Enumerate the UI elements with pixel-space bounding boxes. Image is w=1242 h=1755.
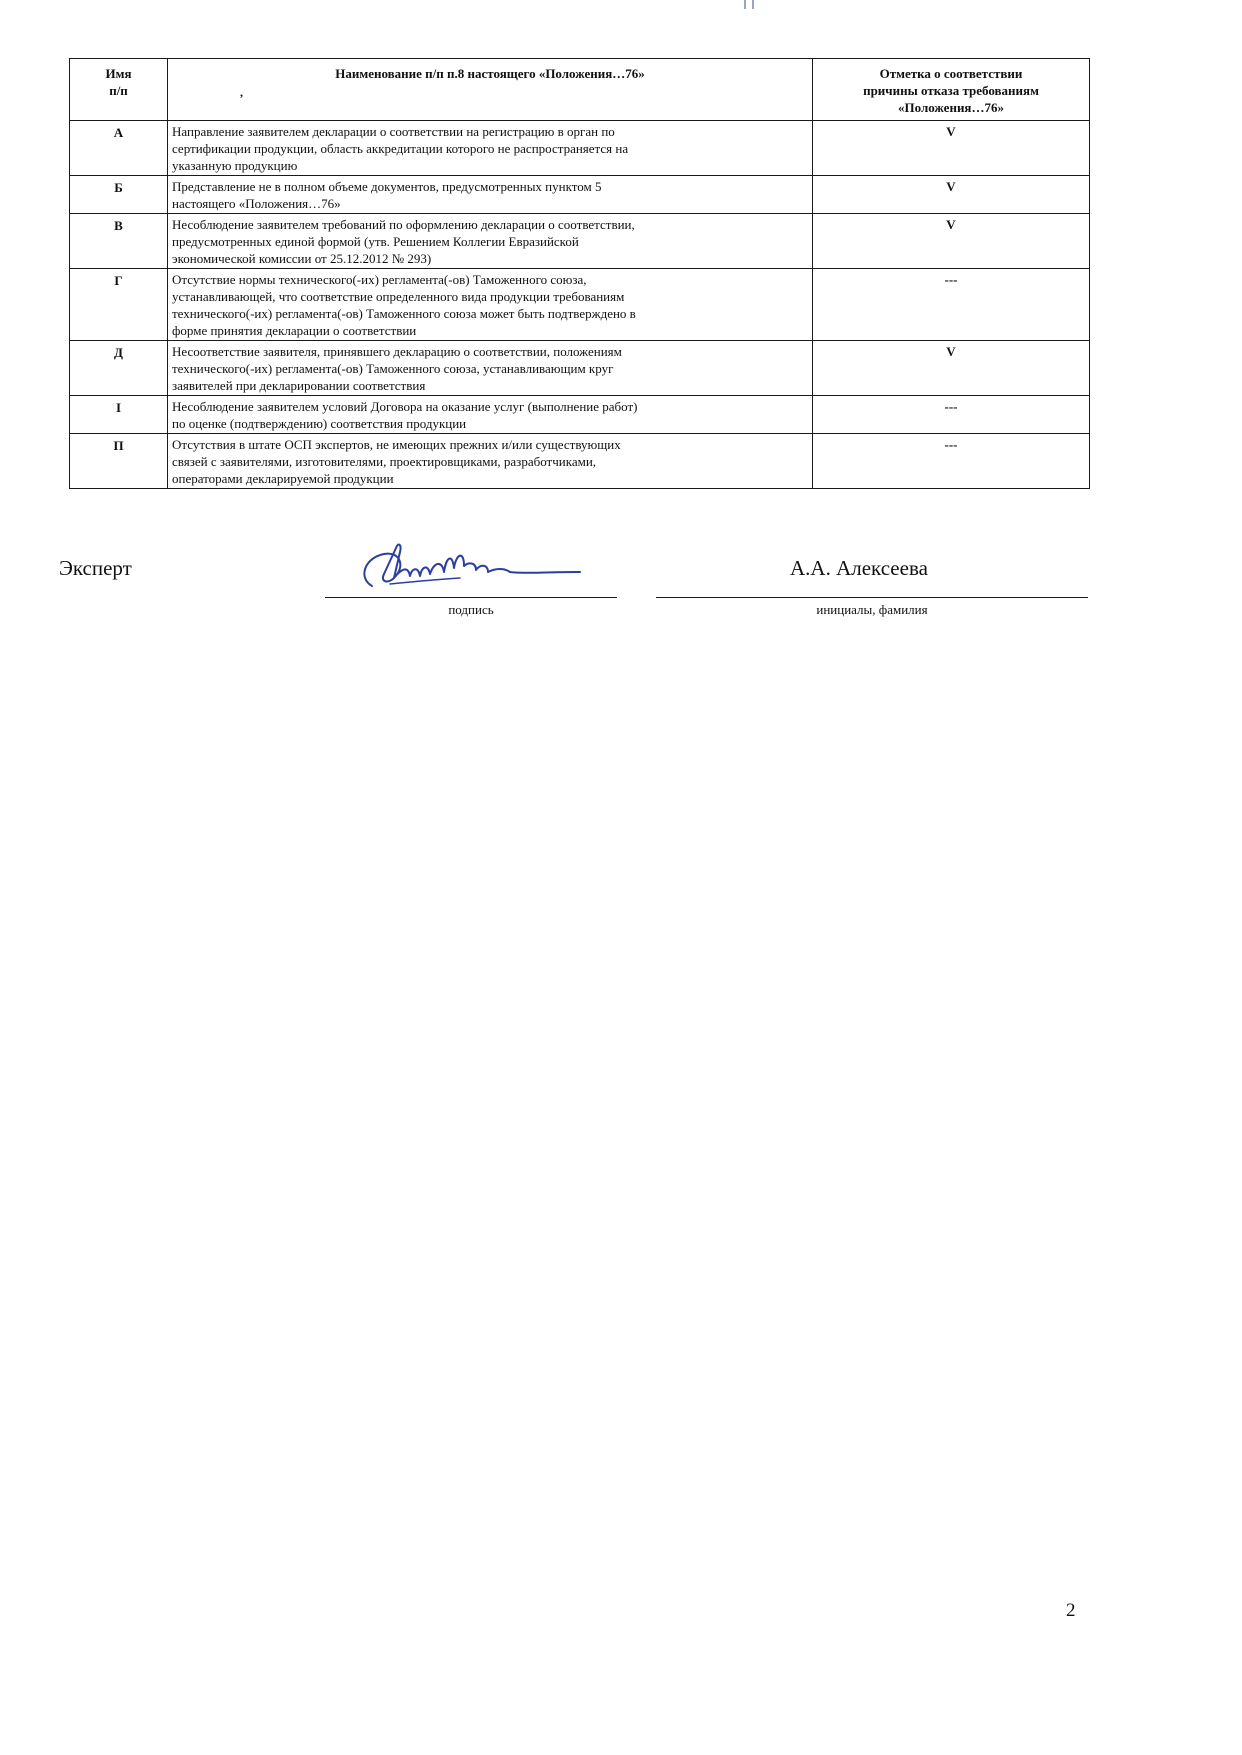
- table-header-row: [70, 59, 1090, 121]
- header-compliance-mark: Отметка о соответствии причины отказа требованиям «Положения…76»: [813, 59, 1090, 121]
- row-compliance-mark: V: [813, 176, 1090, 214]
- handwritten-signature: [350, 538, 590, 600]
- scan-artifact-mark: [744, 0, 754, 9]
- page-number: 2: [1066, 1600, 1076, 1621]
- row-description: Несоответствие заявителя, принявшего декларацию о соответствии, положениям технического(-их) регламента(-ов) Таможенного союза, устанавливающим круг заявителей при декларировании соответствия: [168, 341, 813, 396]
- table-row: [70, 214, 1090, 269]
- row-code: Д: [70, 341, 168, 396]
- row-code: Г: [70, 269, 168, 341]
- row-description: Представление не в полном объеме документов, предусмотренных пунктом 5 настоящего «Положения…76»: [168, 176, 813, 214]
- row-code: I: [70, 396, 168, 434]
- row-compliance-mark: ---: [813, 269, 1090, 341]
- row-code: Б: [70, 176, 168, 214]
- header-item-name: Наименование п/п п.8 настоящего «Положения…76»: [168, 59, 813, 121]
- stray-mark: ,: [240, 85, 243, 99]
- table-row: [70, 341, 1090, 396]
- name-caption: инициалы, фамилия: [816, 602, 928, 617]
- expert-role-label: Эксперт: [59, 556, 132, 580]
- header-code: Имя п/п: [70, 59, 168, 121]
- row-description: Несоблюдение заявителем условий Договора на оказание услуг (выполнение работ) по оценке (подтверждению) соответствия продукции: [168, 396, 813, 434]
- row-compliance-mark: V: [813, 341, 1090, 396]
- signature-line: [325, 597, 617, 598]
- table-body: [70, 121, 1090, 489]
- row-code: А: [70, 121, 168, 176]
- table-row: [70, 434, 1090, 489]
- row-compliance-mark: V: [813, 121, 1090, 176]
- refusal-reasons-table: [69, 58, 1090, 489]
- row-compliance-mark: ---: [813, 396, 1090, 434]
- table-row: [70, 121, 1090, 176]
- row-compliance-mark: ---: [813, 434, 1090, 489]
- row-description: Направление заявителем декларации о соответствии на регистрацию в орган по сертификации продукции, область аккредитации которого не распространяется на указанную продукцию: [168, 121, 813, 176]
- row-code: В: [70, 214, 168, 269]
- row-description: Отсутствия в штате ОСП экспертов, не имеющих прежних и/или существующих связей с заявителями, изготовителями, проектировщиками, разработчиками, операторами декларируемой продукции: [168, 434, 813, 489]
- row-compliance-mark: V: [813, 214, 1090, 269]
- signature-caption: подпись: [448, 602, 494, 617]
- expert-name: А.А. Алексеева: [790, 556, 928, 580]
- table-row: [70, 176, 1090, 214]
- table-row: [70, 269, 1090, 341]
- row-description: Несоблюдение заявителем требований по оформлению декларации о соответствии, предусмотренных единой формой (утв. Решением Коллегии Евразийской экономической комиссии от 25.12.2012 № 293): [168, 214, 813, 269]
- row-description: Отсутствие нормы технического(-их) регламента(-ов) Таможенного союза, устанавливающей, что соответствие определенного вида продукции требованиям технического(-их) регламента(-ов) Таможенного союза может быть подтверждено в форме принятия декларации о соответствии: [168, 269, 813, 341]
- row-code: П: [70, 434, 168, 489]
- name-line: [656, 597, 1088, 598]
- table-row: [70, 396, 1090, 434]
